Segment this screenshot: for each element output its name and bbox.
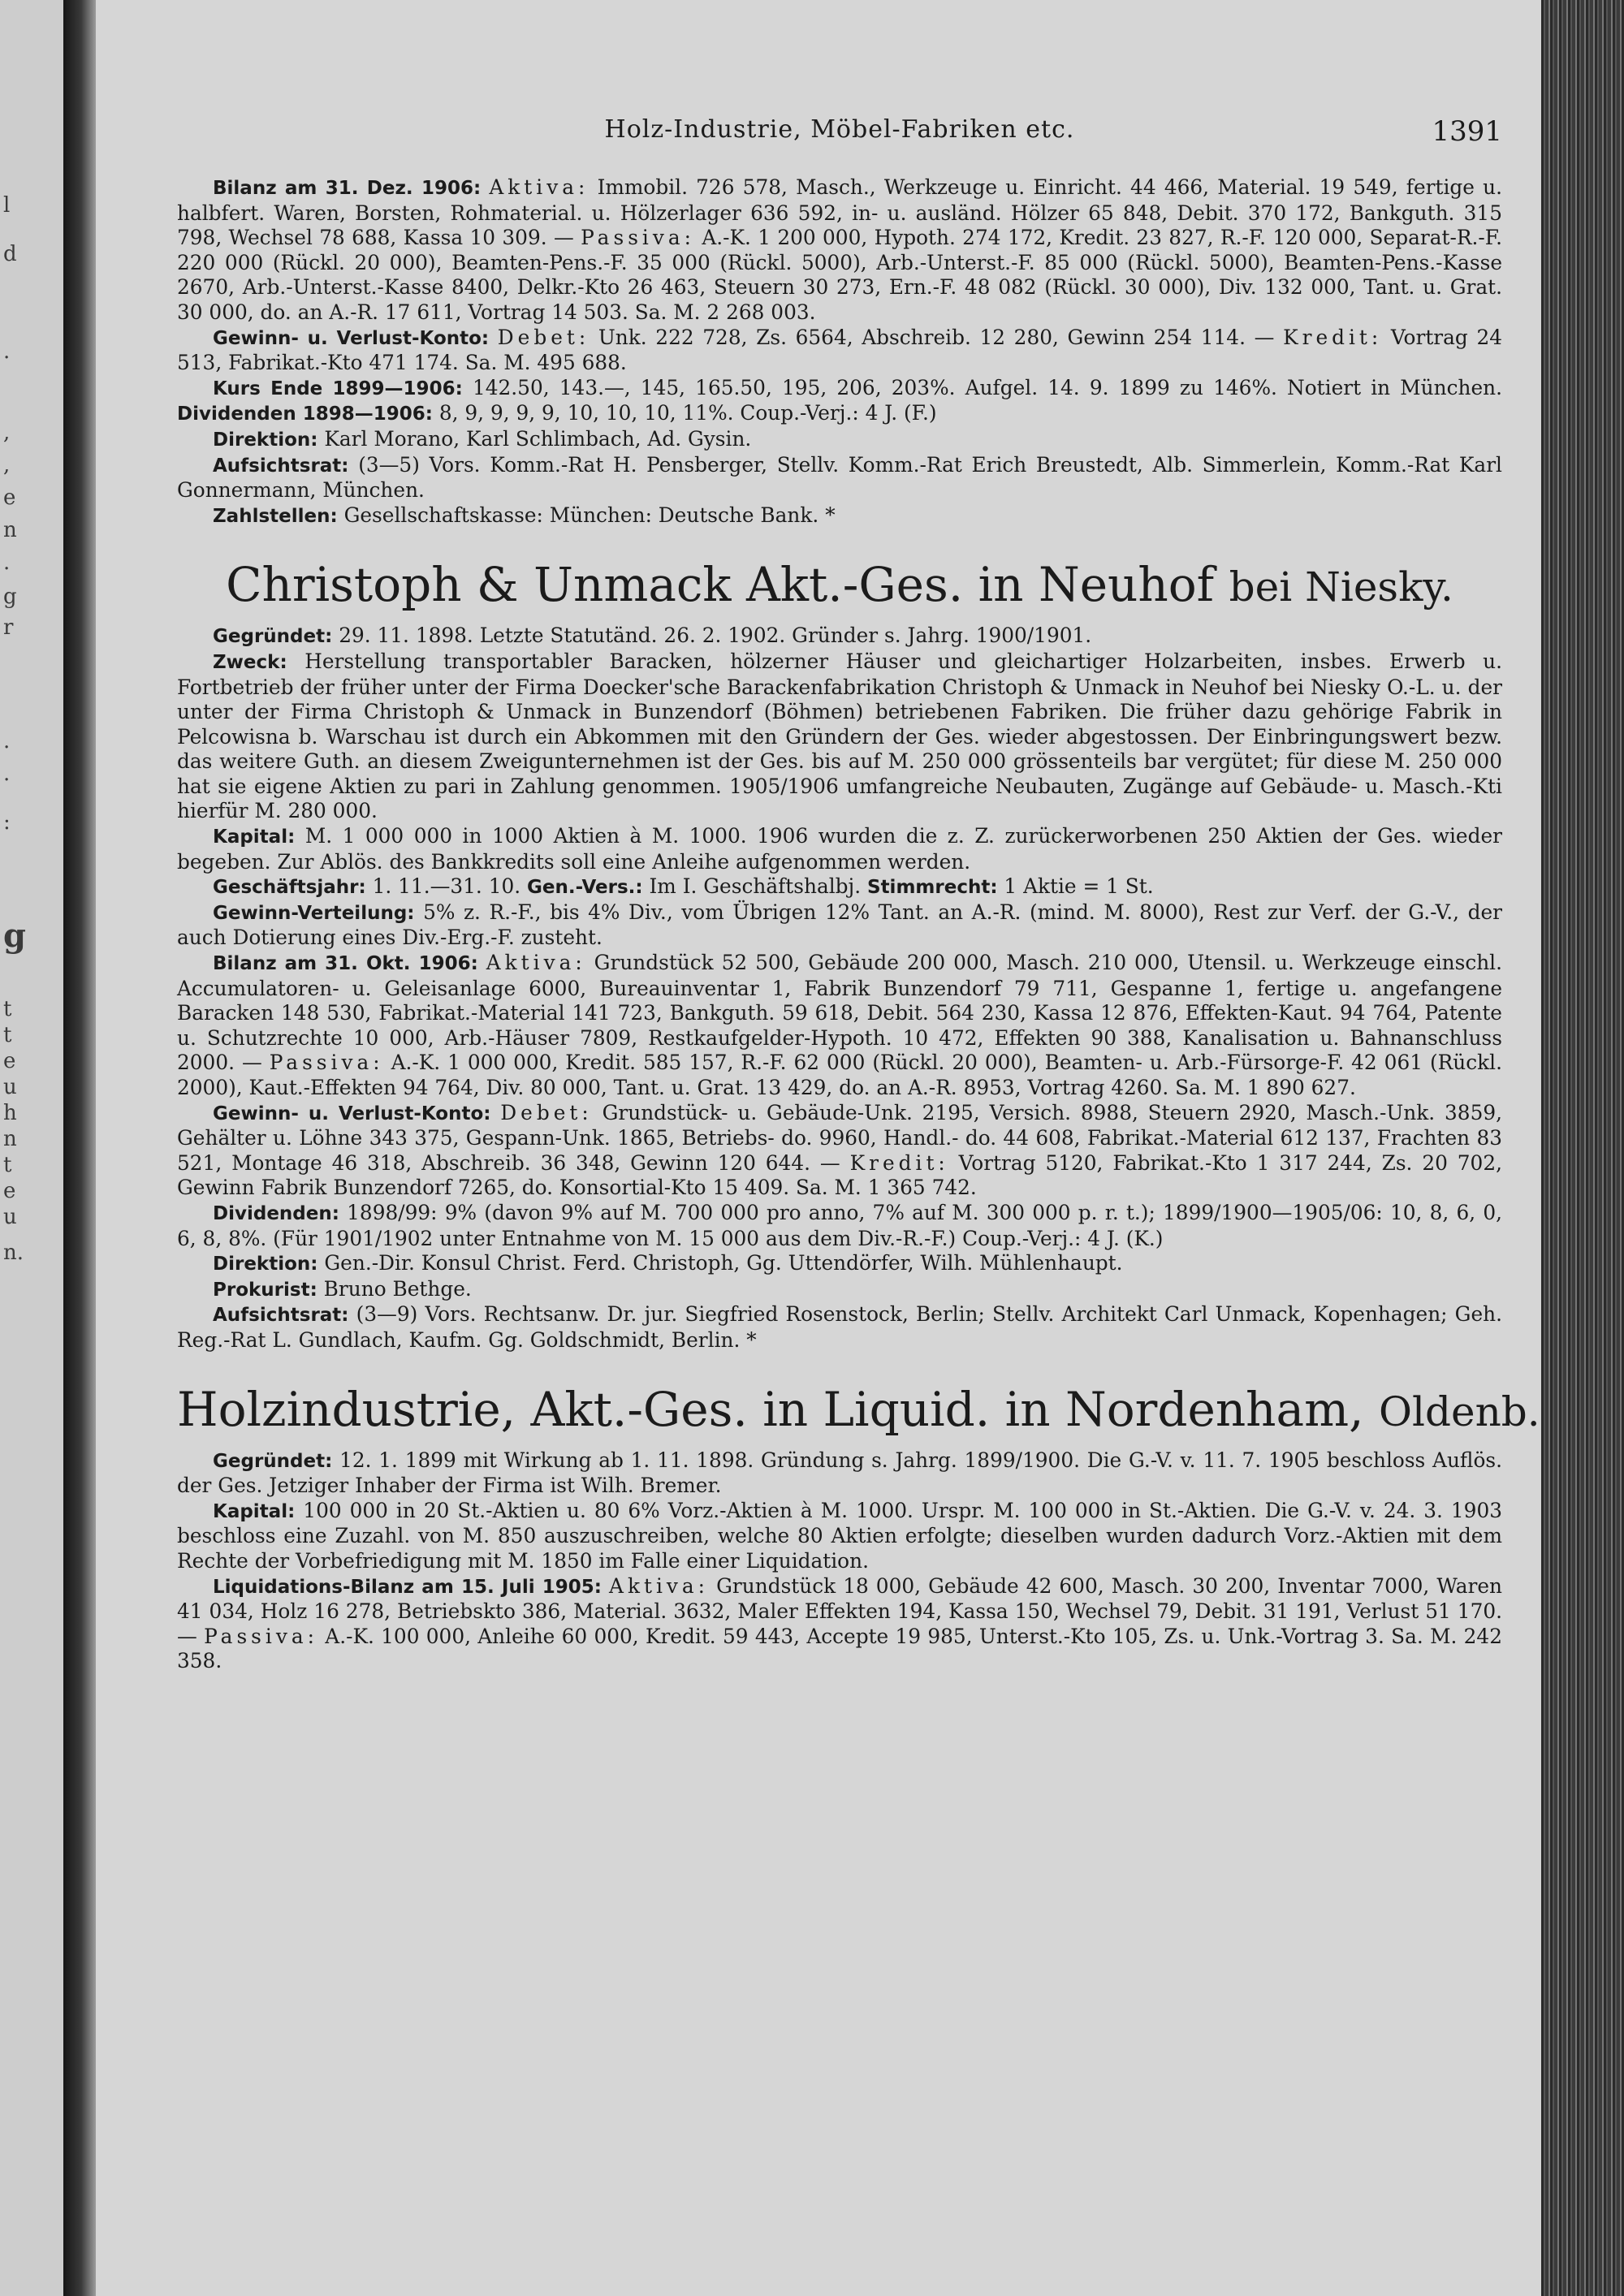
margin-char: g [3, 917, 26, 955]
entry-text: A.-K. 1 000 000, Kredit. 585 157, R.-F. 62 000 (Rückl. 20 000), Beamten- u. Arb.-Fürsorge-F. 42 061 (Rückl. 2000), Kaut.-Effekten 94 764, Div. 80 000, Tant. u. Grat. 13 429, do. an A.-R. 8953, Vortrag 4260. Sa. M. 1 890 627. [177, 1051, 1502, 1099]
page-content [177, 115, 1540, 1674]
entry-key: Direktion: [213, 429, 318, 451]
entry-key: Zahlstellen: [213, 505, 338, 527]
left-page-margin [0, 0, 63, 2296]
running-title: Holz-Industrie, Möbel-Fabriken etc. [604, 115, 1075, 144]
margin-char: t [3, 1153, 12, 1177]
margin-char: . [3, 550, 11, 575]
authorized-officer [177, 1277, 1502, 1303]
page-number: 1391 [1432, 115, 1502, 148]
margin-char: t [3, 1023, 12, 1047]
share-price-history [177, 376, 1502, 427]
label-aktiva: Aktiva: [486, 951, 586, 975]
entry-key: Stimmrecht: [867, 877, 998, 899]
entry-key: Aufsichtsrat: [213, 455, 349, 477]
entry-text: 142.50, 143.—, 145, 165.50, 195, 206, 203%. Aufgel. 14. 9. 1899 zu 146%. Notiert in München. [472, 375, 1503, 399]
capital [177, 1499, 1502, 1574]
entry-text: 1898/99: 9% (davon 9% auf M. 700 000 pro anno, 7% auf M. 300 000 p. r. t.); 1899/1900—1905/06: 10, 8, 6, 0, 6, 8, 8%. (Für 1901/1902 unter Entnahme von M. 15 000 aus dem Div.-R.-F.) Coup.-Verj.: 4 J. (K.) [177, 1200, 1502, 1250]
fiscal-year [177, 874, 1502, 900]
label-passiva: Passiva: [269, 1051, 384, 1075]
entry-key: Gegründet: [213, 626, 333, 648]
entry-text: 12. 1. 1899 mit Wirkung ab 1. 11. 1898. Gründung s. Jahrg. 1899/1900. Die G.-V. v. 11. 7. 1905 beschloss Auflös. der Ges. Jetziger Inhaber der Firma ist Wilh. Bremer. [177, 1448, 1503, 1498]
entry-key: Bilanz am 31. Okt. 1906: [213, 953, 478, 975]
entry-key: Kapital: [213, 1500, 296, 1522]
margin-char: . [3, 762, 11, 786]
profit-loss-account [177, 1101, 1502, 1201]
entry-text: Grundstück 18 000, Gebäude 42 600, Masch. 30 200, Inventar 7000, Waren 41 034, Holz 16 278, Betriebskto 386, Material. 3632, Maler Effekten 194, Kassa 150, Wechsel 79, Debit. 31 191, Verlust 51 170. — [177, 1573, 1502, 1648]
profit-distribution [177, 900, 1502, 951]
entry-key: Kurs Ende 1899—1906: [213, 378, 463, 399]
entry-text: Gesellschaftskasse: München: Deutsche Bank. * [343, 503, 836, 527]
margin-char: e [3, 486, 16, 510]
entry-text: (3—5) Vors. Komm.-Rat H. Pensberger, Stellv. Komm.-Rat Erich Breustedt, Alb. Simmerlein, Komm.-Rat Karl Gonnermann, München. [177, 452, 1502, 503]
entry-key: Gewinn-Verteilung: [213, 902, 415, 924]
company-location-suffix: Oldenb. [1379, 1388, 1540, 1435]
entry-key: Zweck: [213, 651, 287, 673]
dividends [177, 1201, 1502, 1251]
margin-char: , [3, 453, 11, 477]
margin-char: , [3, 421, 11, 445]
margin-char: e [3, 1179, 16, 1203]
entry-text: Vortrag 5120, Fabrikat.-Kto 1 317 244, Zs. 20 702, Gewinn Fabrik Bunzendorf 7265, do. Konsortial-Kto 15 409. Sa. M. 1 365 742. [177, 1150, 1502, 1200]
entry-text: Herstellung transportabler Baracken, hölzerner Häuser und gleichartiger Holzarbeiten, insbes. Erwerb u. Fortbetrieb der früher unter der Firma Doecker'sche Barackenfabrikation Christoph & Unmack in Neuhof bei Niesky O.-L. u. der unter der Firma Christoph & Unmack in Bunzendorf (Böhmen) betriebenen Fabriken. Die früher dazu gehörige Fabrik in Pelcowisna b. Warschau ist durch ein Abkommen mit den Gründern der Ges. wieder abgestossen. Der Einbringungswert bezw. das weitere Guth. an diesem Zweigunternehmen ist der Ges. bis auf M. 250 000 grössenteils bar vergütet; für diese M. 250 000 hat sie eigene Aktien zu pari in Zahlung genommen. 1905/1906 umfangreiche Neubauten, Zugänge auf Gebäude- u. Masch.-Kti hierfür M. 280 000. [177, 649, 1502, 823]
entry-text: Grundstück- u. Gebäude-Unk. 2195, Versich. 8988, Steuern 2920, Masch.-Unk. 3859, Gehälter u. Löhne 343 375, Gespann-Unk. 1865, Betriebs- do. 9960, Handl.- do. 44 608, Fabrikat.-Material 612 137, Frachten 83 521, Montage 46 318, Abschreib. 36 348, Gewinn 120 644. — [177, 1100, 1502, 1175]
company-heading-holzindustrie-nordenham [177, 1381, 1540, 1439]
entry-text: Vortrag 24 513, Fabrikat.-Kto 471 174. Sa. M. 495 688. [177, 325, 1502, 375]
margin-char: n [3, 1127, 17, 1151]
label-passiva: Passiva: [581, 226, 695, 250]
founded [177, 1448, 1502, 1499]
entry-key: Gen.-Vers.: [527, 877, 643, 899]
entry-text: 29. 11. 1898. Letzte Statutänd. 26. 2. 1902. Gründer s. Jahrg. 1900/1901. [339, 624, 1092, 648]
purpose [177, 650, 1502, 824]
entry-text: Unk. 222 728, Zs. 6564, Abschreib. 12 280, Gewinn 254 114. — [598, 325, 1275, 349]
entry-text: 8, 9, 9, 9, 9, 10, 10, 10, 11%. Coup.-Verj.: 4 J. (F.) [438, 401, 937, 425]
entry-text: 1. 11.—31. 10. [372, 874, 521, 899]
entry-key: Gegründet: [213, 1450, 333, 1472]
margin-char: l [3, 193, 11, 218]
entry-key: Kapital: [213, 826, 296, 848]
entry-key: Direktion: [213, 1254, 318, 1275]
label-debet: Debet: [497, 325, 590, 349]
supervisory-board [177, 1302, 1502, 1353]
company-heading-christoph-unmack [177, 558, 1502, 614]
page-sheet [96, 0, 1541, 2296]
margin-char: u [3, 1075, 17, 1099]
entry-text: 1 Aktie = 1 St. [1004, 874, 1154, 899]
margin-char: r [3, 615, 14, 640]
entry-text: Karl Morano, Karl Schlimbach, Ad. Gysin. [324, 426, 752, 451]
entry-text: Im I. Geschäftshalbj. [649, 874, 862, 899]
margin-char: n [3, 518, 17, 542]
running-head [177, 115, 1502, 151]
margin-char: g [3, 585, 17, 609]
margin-char: t [3, 997, 12, 1021]
entry-text: Bruno Bethge. [323, 1276, 472, 1301]
capital [177, 824, 1502, 874]
label-passiva: Passiva: [204, 1624, 318, 1648]
entry-key: Prokurist: [213, 1279, 317, 1301]
supervisory-board [177, 453, 1502, 503]
entry-key: Dividenden 1898—1906: [177, 404, 433, 425]
label-aktiva: Aktiva: [489, 175, 590, 199]
entry-text: (3—9) Vors. Rechtsanw. Dr. jur. Siegfried Rosenstock, Berlin; Stellv. Architekt Carl Unmack, Kopenhagen; Geh. Reg.-Rat L. Gundlach, Kaufm. Gg. Goldschmidt, Berlin. * [177, 1302, 1502, 1352]
entry-key: Geschäftsjahr: [213, 877, 366, 899]
entry-key: Liquidations-Bilanz am 15. Juli 1905: [213, 1576, 602, 1598]
management [177, 1251, 1502, 1277]
label-kredit: Kredit: [1283, 325, 1383, 349]
entry-text: M. 1 000 000 in 1000 Aktien à M. 1000. 1906 wurden die z. Z. zurückerworbenen 250 Aktien der Ges. wieder begeben. Zur Ablös. des Bankkredits soll eine Anleihe aufgenommen werden. [177, 824, 1502, 874]
margin-char: . [3, 729, 11, 753]
profit-loss-account [177, 326, 1502, 376]
margin-char: u [3, 1205, 17, 1229]
label-aktiva: Aktiva: [609, 1573, 710, 1598]
company-name: Holzindustrie, Akt.-Ges. in Liquid. in Nordenham, [177, 1381, 1364, 1437]
margin-char: . [3, 339, 11, 364]
liquidation-balance [177, 1574, 1502, 1674]
entry-text: 100 000 in 20 St.-Aktien u. 80 6% Vorz.-Aktien à M. 1000. Urspr. M. 100 000 in St.-Aktien. Die G.-V. v. 24. 3. 1903 beschloss eine Zuzahl. von M. 850 auszuschreiben, welche 80 Aktien erfolgte; dieselben wurden dadurch Vorz.-Aktien mit dem Rechte der Vorbefriedigung mit M. 1850 im Falle einer Liquidation. [177, 1498, 1503, 1573]
entry-key: Bilanz am 31. Dez. 1906: [213, 178, 482, 199]
entry-key: Aufsichtsrat: [213, 1305, 349, 1327]
company-name: Christoph & Unmack Akt.-Ges. in Neuhof [226, 557, 1215, 613]
management [177, 427, 1502, 453]
margin-char: h [3, 1101, 17, 1125]
book-spine-edge [1541, 0, 1624, 2296]
margin-char: n. [3, 1241, 24, 1265]
entry-key: Gewinn- u. Verlust-Konto: [213, 327, 490, 349]
margin-char: e [3, 1049, 16, 1073]
entry-text: 5% z. R.-F., bis 4% Div., vom Übrigen 12% Tant. an A.-R. (mind. M. 8000), Rest zur Verf. der G.-V., der auch Dotierung eines Div.-Erg.-F. zusteht. [177, 900, 1502, 950]
company-location-suffix: bei Niesky. [1229, 563, 1453, 611]
label-debet: Debet: [500, 1100, 593, 1124]
entry-text: A.-K. 100 000, Anleihe 60 000, Kredit. 59 443, Accepte 19 985, Unterst.-Kto 105, Zs. u. Unk.-Vortrag 3. Sa. M. 242 358. [177, 1624, 1502, 1673]
founded [177, 624, 1502, 650]
entry-text: Immobil. 726 578, Masch., Werkzeuge u. Einricht. 44 466, Material. 19 549, fertige u. halbfert. Waren, Borsten, Rohmaterial. u. Hölzerlager 636 592, in- u. ausländ. Hölzer 65 848, Debit. 370 172, Bankguth. 315 798, Wechsel 78 688, Kassa 10 309. — [177, 175, 1503, 250]
entry-key: Dividenden: [213, 1202, 339, 1224]
entry-text: A.-K. 1 200 000, Hypoth. 274 172, Kredit. 23 827, R.-F. 120 000, Separat-R.-F. 220 000 (Rückl. 20 000), Beamten-Pens.-F. 35 000 (Rückl. 5000), Arb.-Unterst.-F. 85 000 (Rückl. 5000), Beamten-Pens.-Kasse 2670, Arb.-Unterst.-Kasse 8400, Delkr.-Kto 26 463, Steuern 30 273, Ern.-F. 48 082 (Rückl. 30 000), Div. 132 000, Tant. u. Grat. 30 000, do. an A.-R. 17 611, Vortrag 14 503. Sa. M. 2 268 003. [177, 226, 1503, 324]
entry-key: Gewinn- u. Verlust-Konto: [213, 1103, 491, 1124]
balance-sheet-1906 [177, 175, 1502, 326]
book-fold-shadow [63, 0, 96, 2296]
balance-sheet-1906 [177, 951, 1502, 1101]
entry-text: Grundstück 52 500, Gebäude 200 000, Masch. 210 000, Utensil. u. Werkzeuge einschl. Accumulatoren- u. Geleisanlage 6000, Bureauinventar 1, Fabrik Bunzendorf 79 711, Gespanne 1, fertige u. angefangene Baracken 148 530, Fabrikat.-Material 141 723, Bankguth. 59 618, Debit. 564 230, Kassa 12 876, Effekten-Kaut. 94 764, Patente u. Schutzrechte 10 000, Arb.-Häuser 7809, Restkaufgelder-Hypoth. 10 472, Effekten 90 388, Kanalisation u. Bahnanschluss 2000. — [177, 951, 1502, 1075]
label-kredit: Kredit: [849, 1150, 949, 1175]
entry-text: Gen.-Dir. Konsul Christ. Ferd. Christoph, Gg. Uttendörfer, Wilh. Mühlenhaupt. [324, 1251, 1123, 1275]
margin-char: d [3, 242, 17, 266]
paying-agents [177, 503, 1502, 529]
margin-char: : [3, 810, 11, 835]
